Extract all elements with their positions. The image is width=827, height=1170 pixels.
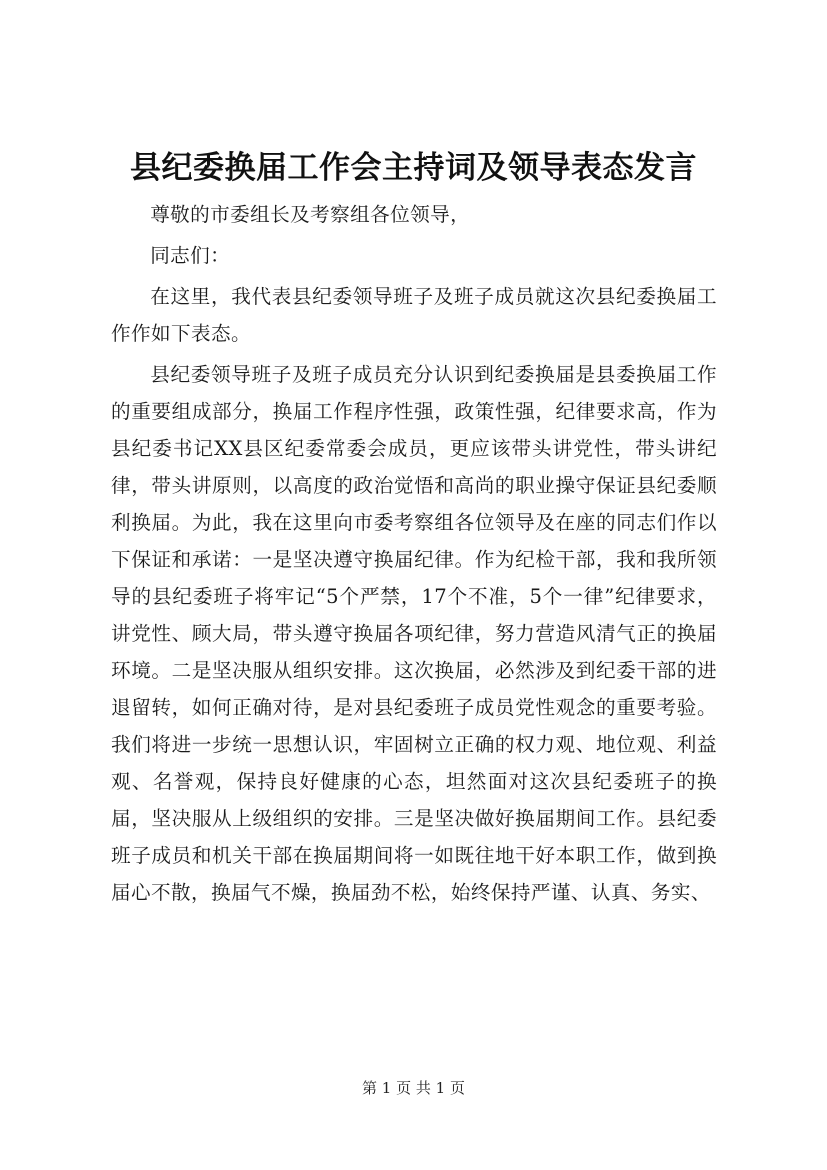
document-body [111,168,717,911]
body-paragraph-2: 县纪委领导班子及班子成员充分认识到纪委换届是县委换届工作的重要组成部分，换届工作程序性强，政策性强，纪律要求高，作为县纪委书记XX县区纪委常委会成员，更应该带头讲党性，带头讲纪律，带头讲原则，以高度的政治觉悟和高尚的职业操守保证县纪委顺利换届。为此，我在这里向市委考察组各位领导及在座的同志们作以下保证和承诺：一是坚决遵守换届纪律。作为纪检干部，我和我所领导的县纪委班子将牢记“5个严禁，17个不准，5个一律”纪律要求，讲党性、顾大局，带头遵守换届各项纪律，努力营造风清气正的换届环境。二是坚决服从组织安排。这次换届，必然涉及到纪委干部的进退留转，如何正确对待，是对县纪委班子成员党性观念的重要考验。我们将进一步统一思想认识，牢固树立正确的权力观、地位观、利益观、名誉观，保持良好健康的心态，坦然面对这次县纪委班子的换届，坚决服从上级组织的安排。三是坚决做好换届期间工作。县纪委班子成员和机关干部在换届期间将一如既往地干好本职工作，做到换届心不散，换届气不燥，换届劲不松，始终保持严谨、认真、务实、 [111,363,717,904]
salutation-line: 同志们： [150,244,231,267]
greeting-line: 尊敬的市委组长及考察组各位领导， [150,203,471,226]
body-paragraph-1: 在这里，我代表县纪委领导班子及班子成员就这次县纪委换届工作作如下表态。 [111,285,717,345]
document-title: 县纪委换届工作会主持词及领导表态发言 [130,150,697,186]
page-number-footer: 第 1 页 共 1 页 [362,1079,465,1097]
